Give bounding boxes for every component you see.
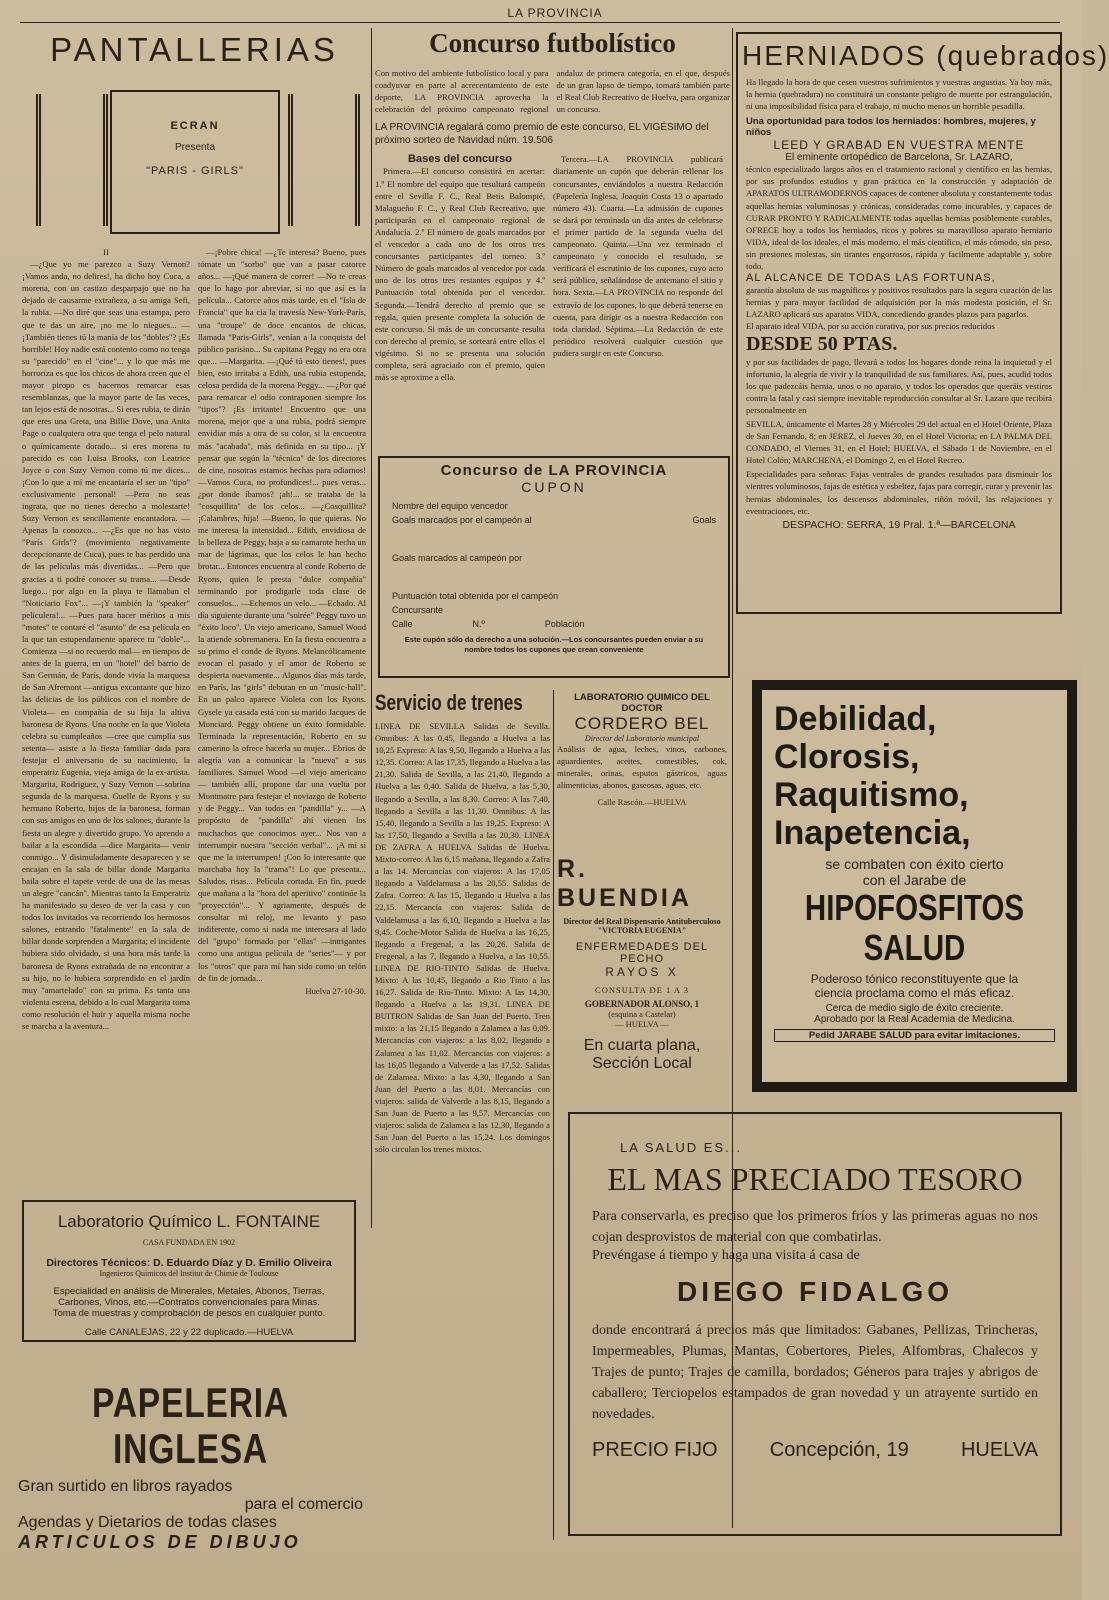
trenes-title: Servicio de trenes [375,690,523,715]
cupon-field-5[interactable]: Concursante [392,605,444,615]
fontaine-directors: Directores Técnicos: D. Eduardo Díaz y D. Emilio Oliveira [46,1257,332,1269]
hipo-l13: Pedid JARABE SALUD para evitar imitaciones. [774,1029,1055,1042]
fontaine-spec2: Carbones, Vinos, etc.—Contratos convencionales para Minas. [58,1297,320,1308]
hipo-l2: Clorosis, [774,738,920,776]
buendia-l2: ENFERMEDADES DEL PECHO [575,941,709,965]
cupon-box [378,456,730,678]
herniados-ad [736,32,1109,614]
cupon-dots-1 [392,527,716,551]
fontaine-founded: CASA FUNDADA EN 1902 [142,1238,236,1247]
cordero-body: Análisis de agua, leches, vinos, carbones, aguardientes, aceites, comestibles, cok, minerales, orinas, esputos gástricos, aguas alimenticias, abonos, gaseosas, aguas, etc. [557,744,727,791]
papeleria-line3: Agendas y Dietarios de todas clases [18,1514,277,1531]
papeleria-title: PAPELERIA INGLESA [91,1379,289,1472]
body-a: —¿Que yo me parezco a Suzy Vernon? ¡Vamos anda, no delires!, ha dicho hoy Cuca, a morena, con un castizo desparpajo que no ha dejado de causarme extrañeza, a su amiga Sefi, la rubia. —No diré que seas una estampa, pero que te das un aire, ¡no me lo niegues... —¡También tienes tú la manía de los "dobles"? ¡Es horrible! Hoy nadie está contento como no tenga su "parecido" en el "cine"... y lo que más me horroriza es que los chicos de ahora creen que el mayor piropo es hacernos remarcar esas resemblanzas, que la mayor parte de las veces, tan lejos está de nosotras... Si eres rubia, te dirán que eres una Greta, una Billie Dove, una Anita Page o cualquiera otra que tenga el pelo natural o químicamente dorado... si eres morena tu parecido es con Luisa Brooks, con Leatrice Joyce o con Suzy Vernon como tú me dices... ¡Con lo que a mí me encantaría el ser un "tipo" exclusivamente personal! —Pero no seas ingrata, que no tienes derecho a molestarte! Suzy Vernon es sencillamente encantadora. —Apenas la conozco... —¿Es que no has visto "París Girls"? (movimiento negativamente decepcionante de Cuca), pues te has perdido una de las películas más divertidas... —Pero que gracias a ti podré conocer su trama... —Desde luego... por algo en la playa te llamaban el "Noticiario Fox"... —¡Y también la "speaker" peliculera!... —Pues para hacer méritos a mis "motes" te contaré el "asunto" de esa película en la que tan estupendamente aparece tu "doble"... Comienza —si no recuerdo mal— en tiempos de antes de la guerra, en un "hotel" del barrio de San Germán, de París, donde vivía la marquesa de San Afremont —antigua excantante que hizo las delicias de los públicos con el nombre de Violeta— en compañía de su hija la altiva baronesa de Ryons. Una noche en la que Violeta celebra su cumpleaños —cree que cumplía sus setenta— asiste a la fiesta familiar dada para festejar el aniversario de su nacimiento, la emperatriz Eugenia, vieja amiga de la ex-artista. Margarita, Rodriguez, y Suzy Vernon —sobrina segunda de la marquesa. Guelle de Ryons y su hermano Roberto, hijos de la baronesa, forman con sus amigos en uno de los salones, durante la fiesta un alegre y divertido grupo. Yo aprendo a bailar a la escondida —dice Margarita— venir conmigo... Y disimuladamente desaparecen y se encajan en la sala de billar donde Margarita baila sobre el tapete verde de una de las mesas un alegre "cancán". Mientras tanto la Emperatriz ha manifestado su deseo de ver la casa y con todos los invitados va recorriendo los hermosos salones, entrando "fatalmente" en la sala de billar donde sorprenden a Margarita; el incidente hubiera sido olvidado, si una hora más tarde la baronesa de Ryons extrañada de no encontrar a su hijo, no le hubiera sorprendido en el jardín muy "amartelado" con su prima. Es tanta una violenta escena, debido a lo cual Margarita toma como resolución el huir y aquella misma noche se marcha a la aventura... [22,259,190,1031]
hipo-l7: HIPOFOSFITOS [804,887,1025,928]
fidalgo-l8: Concepción, 19 [769,1439,909,1461]
cupon-field-3[interactable]: Goals marcados al campeón por [392,553,523,563]
cupon-dots-2 [392,565,716,589]
papeleria-line4: ARTICULOS DE DIBUJO [18,1532,302,1552]
herniados-body2: garantía absoluta de sus magníficos y positivos resultados para la segura curación de las hernias y para mayor facilidad de adquisición por la más modesta posición, el Sr. LAZARO aplicará sus aparatos VIDA, concediendo grandes plazos para pagarlos. [746,285,1052,320]
cordero-top: LABORATORIO QUIMICO DEL DOCTOR [574,692,710,714]
bases-b: Tercera.—LA PROVINCIA publicará diariamente un cupón que deberán rellenar los concursantes, enviándolos a nuestra Redacción (Papelería Inglesa, Joaquín Costa 13 o apartado número 43). Cuarta.—La admisión de cupones se dará por terminada un día antes de celebrarse el primer partido de la segunda vuelta del campeonato. Quinta.—Una vez terminado el campeonato y conocido el resultado, se verificará el escrutinio de los cupones, cuyo acto será público, señalándose de antemano el sitio y hora. Sexta.—LA PROVINCIA no responde del extravío de los cupones, lo que deberá tenerse en cuenta, para dirigir os a nuestra Redacción con toda claridad. Séptima.—La Redacción de este periódico resolverá cualquier cuestión que pudiera surgir en este Concurso. [553,154,723,358]
buendia-l3: RAYOS X [605,965,679,979]
hipo-l10: ciencia proclama como el más eficaz. [814,986,1015,1000]
herniados-oportunidad: Una oportunidad para todos los herniados: hombres, mujeres, y niños [746,116,1036,139]
fidalgo-l7: PRECIO FIJO [592,1439,718,1461]
herniados-body5: Especialidades para señoras: Fajas ventrales de grandes resultados para disminuir los vientres voluminosos, fajas de estética y esbeltez, fajas para corregir, curar y prevenir las hernias abdominales, los descensos abdominales, riñón móvil, las relajaciones y eventraciones, etc. [746,469,1052,516]
fidalgo-l4: Prevéngase á tiempo y haga una visita á casa de [592,1248,860,1263]
buendia-l5: GOBERNADOR ALONSO, 1 [584,999,700,1009]
herniados-eminente: El eminente ortopédico de Barcelona, Sr. LAZARO, [785,152,1013,164]
ecran-frame [110,90,280,234]
buendia-ad [557,855,727,1095]
cupon-title: Concurso de LA PROVINCIA [440,462,668,479]
hipofosfitos-ad [752,680,1077,1092]
cordero-address: Calle Rascón.—HUELVA [597,797,687,808]
herniados-body4: SEVILLA, únicamente el Martes 28 y Miércoles 29 del actual en el Hotel Oriente, Plaza de San Fernando, 8; en JEREZ, el Jueves 30, en el Hotel Victoria; en LA PALMA DEL CONDADO, el Viernes 31, en el Hotel; HUELVA, el Sábado 1 de Noviembre, en el Hotel Colón; MARCHENA, el Domingo 2, en el Hotel Recreo. [746,418,1052,466]
herniados-precio: DESDE 50 PTAS. [746,332,898,355]
fidalgo-ad [568,1112,1062,1536]
concurso-prize: LA PROVINCIA regalará como premio de este concurso, EL VIGÉSIMO del próximo sorteo de Navidad núm. 19.506 [375,122,709,147]
cupon-sub: CUPON [521,479,587,495]
top-rule [20,22,1060,23]
herniados-alcance: AL ALCANCE DE TODAS LAS FORTUNAS, [746,272,996,285]
cupon-field-2[interactable]: Goals marcados por el campeón al [392,515,532,525]
papeleria-line2: para el comercio [244,1496,363,1513]
divider-1 [371,28,372,1228]
hipo-l11: Cerca de medio siglo de éxito creciente. [825,1003,1004,1014]
buendia-l7: — HUELVA — [615,1019,669,1029]
bases-a: Primera.—El concurso consistirá en acertar: 1.º El nombre del equipo que resultará campeón entre el Sevilla F. C., Real Betis Balompié, Malagueño F. C., y Real Club Recreativo, que participarán en el campeonato regional de Andalucía. 2.º El número de goals marcados por el vencedor a cada uno de los otros tres concursantes participantes del torneo. 3.º Número de goals marcados al vencedor por cada uno de los otros tres restantes equipos y 4.º Puntuación total obtenida por el vencedor. Segunda.—Tendrá derecho al premio que se regala, quien presente completa la solución de este concurso. Si más de un concursante resulta con derecho al premio, se sorteará entre ellos el vigésimo. Si no se presenta una solución completa, será agraciado con el premio, quien más se aproxime a ella. [375,166,545,383]
cupon-field-2b: Goals [692,515,716,525]
section-number: II [103,247,109,257]
fontaine-spec1: Especialidad en análisis de Minerales, Metales, Abonos, Tierras, [53,1286,325,1297]
fontaine-engineers: Ingenieros Químicos del Institut de Chimie de Toulouse [99,1269,279,1278]
ornament-left [36,94,108,226]
film-title: "PARIS - GIRLS" [146,165,244,177]
trenes-section [375,690,550,1540]
concurso-intro: Con motivo del ambiente futbolístico local y para coadyuvar en parte al acrecentamiento de este deporte, LA PROVINCIA aprovecha la celebración del próximo campeonato regional andaluz de primera categoría, en el que, después de un gran lapso de tiempo, tomará también parte el Real Club Recreativo de Huelva, para organizar un concurso. [375,68,730,115]
pantallerias-text-b [198,246,366,1033]
buendia-l9: Sección Local [592,1055,692,1072]
bases-col-a [375,153,545,384]
trenes-text: LINEA DE SEVILLA Salidas de Sevilla. Omnibus: A las 0,45, llegando a Huelva a las 10,25 Expreso: A las 9,50, llegando a Huelva a las 12,35. Correo: A las 17,35, llegando a Huelva a las 21,30. Salida de Sevilla, a las 21,40, llegando a Huelva a las 0,40. Salida de Huelva, a las 5,30, llegando a Sevilla, a las 8,30. Correo: A las 7,40, llegando a Sevilla a las 11,30. Omnibus: A las 15,40, llegando a Sevilla a las 19,25. Expreso: A las 17,50, llegando a Sevilla a las 20,30. LINEA DE ZAFRA A HUELVA Salidas de Huelva. Mixto-correo: A las 6,15 mañana, llegando a Zafra a las 14. Mercancías con viajeros: A las 17,05 llegando a Valdelamusa a las 20,55. Salidas de Zafra. Correo: A las 15, llegando a Huelva a las 22,15. Mercancía con viajeros: Salida de Valdelamusa a las 6,10, llegando a Huelva a las 9,45. Coche-Motor Salida de Huelva a las 16,25, llegando a Fregenal, a las 20,26. Salida de Fregenal, a las 7, llegando a Huelva, a las 10,55. LINEA DE RIO-TINTO Salidas de Huelva. Mixto: A las 10,45, llegando a Rio Tinto a las 16,27. Salida de Rio-Tinto. Mixto: A las 14,30, llegando a Huelva a las 19,31. LINEA DE BUITRON Salidas de San Juan del Puerto. Tren mixto: a las 21,15 llegando a Zalamea a las 0,09. Mercancías con viajeros: a las 8,02, llegando a Zalamea a las 11,02. Mercancías con viajeros: a las 16,05 llegando a Valverde a las 17,52. Salidas de Zalamea. Mixto: a las 4,30, llegando a San Juan del Puerto a las 8,01. Mercancías con viajeros: salida de Valverde a las 8,15, llegando a San Juan de Puerto a las 9,57. Mercancías con viajeros: salida de Zalamea a las 12,30, llegando a San Juan del Puerto a las 15,24. Los domingos sólo circulan los trenes mixtos. [375,721,550,1155]
fidalgo-l9: HUELVA [960,1439,1038,1461]
cupon-field-6b[interactable]: N.º [472,619,485,629]
signature: Huelva 27-10-30. [305,985,366,996]
papeleria-line1: Gran surtido en libros rayados [18,1478,233,1495]
ecran-label: ECRAN [170,120,220,132]
herniados-body3: y por sus facilidades de pago, llevará a todos los hogares donde reina la inquietud y el infortunio, la alegría de vivir y la tranquilidad de sus familiares. Así, pues, acudid todos los que padezcáis hernia, unos o no aparato, y todos los operados que queráis vestiros contra la fatal y casi siempre inevitable reproducción consultar al Sr. Lazaro que recibirá personalmente en [746,356,1052,415]
hipo-l6: con el Jarabe de [862,872,967,888]
buendia-name: R. BUENDIA [557,855,692,912]
herniados-title: HERNIADOS (quebrados) [742,40,1109,71]
hipo-l9: Poderoso tónico reconstituyente que la [810,972,1019,986]
pantallerias-text-a [22,246,190,1033]
herniados-despacho: DESPACHO: SERRA, 19 Pral. 1.ª—BARCELONA [782,518,1016,531]
buendia-l6: (esquina a Castelar) [608,1009,676,1019]
hipo-l12: Aprobado por la Real Academia de Medicina. [814,1014,1015,1025]
papeleria-ad [18,1379,363,1552]
cupon-field-6c[interactable]: Población [544,619,585,629]
fontaine-spec3: Toma de muestras y comprobación de pesos en cualquier punto. [52,1308,326,1319]
fidalgo-l5: DIEGO FIDALGO [677,1276,953,1307]
cordero-sub: Director del Laboratorio municipal [584,734,700,743]
fidalgo-l2: EL MAS PRECIADO TESORO [607,1161,1023,1197]
ecran-box [22,76,367,246]
cordero-name: CORDERO BEL [574,714,710,733]
fontaine-address: Calle CANALEJAS, 22 y 22 duplicado.—HUELVA [84,1327,294,1338]
hipo-l5: se combaten con éxito cierto [825,856,1004,872]
divider-2 [553,690,554,1540]
hipo-l8: SALUD [863,927,966,968]
concurso-title: Concurso futbolístico [429,28,676,58]
hipo-l4: Inapetencia, [774,814,971,852]
bases-title: Bases del concurso [408,153,512,166]
fontaine-ad [22,1200,356,1342]
presenta-label: Presenta [174,142,216,153]
masthead: LA PROVINCIA [507,6,603,20]
pantallerias-title: PANTALLERIAS [50,31,339,68]
cupon-field-6[interactable]: Calle [392,619,413,629]
fontaine-title: Laboratorio Químico L. FONTAINE [57,1212,321,1231]
ornament-right [288,94,360,226]
fidalgo-l6: donde encontrará á precios más que limitados: Gabanes, Pellizas, Trincheras, Impermeables, Plumas, Mantas, Cobertores, Pieles, Alfombras, Chalecos y Trajes de punto; Trajes de camilla, bordados; Géneros para trajes y abrigos de caballero; Terciopelos estampados de gran novedad y un atrayente surtido en novedades. [592,1323,1038,1422]
hipo-l3: Raquitismo, [774,776,969,814]
herniados-body1: técnico especializado largos años en el tratamiento racional y científico en las hernias, por sus profundos estudios y gran práctica en la construcción y adaptación de APARATOS ULTRAMODERNOS capaces de contener absoluta y constantemente todas aquellas hernias voluminosas y crónicas, consideradas como incurables, y capaces de CURAR PRONTO Y RADICALMENTE todas aquellas hernias posiblemente curables, OFRECE hoy a todos los herniados, ricos y pobres su maravilloso aparato herniario VIDA, ideal de los ideales, el más moderno, el más científico, el más cómodo, sin peso, sin presiones molestas, sin tirantes engorrosos, rápida y facilmente adaptable y, sobre todo, [746,164,1052,272]
buendia-l4: CONSULTA DE 1 A 3 [595,985,689,995]
cupon-note: Este cupón sólo da derecho a una solución.—Los concursantes pueden enviar a su nombre todos los cupones que crean conveniente [404,635,704,654]
herniados-aparato: El aparato ideal VIDA, por su acción curativa, por sus precios reducidos [746,321,995,332]
concurso-section [375,28,730,528]
fidalgo-l1: LA SALUD ES... [620,1140,742,1155]
hipo-l1: Debilidad, [774,700,937,738]
buendia-l1: Director del Real Dispensario Antituberculoso "VICTORIA EUGENIA" [563,917,721,935]
herniados-leed: LEED Y GRABAD EN VUESTRA MENTE [773,138,1025,153]
body-b: —¡Pobre chica! —¿Te interesa? Bueno, pues tómate un "sorbo" que van a pasar catorce años... —¡Qué manera de correr! —No te creas que lo hago por abreviar, sí no que así es la película... Catorce años más tarde, en el "Isla de Francia" que ha cia la travesía New-York-París, una "troupe" de doce encantos de chicas, llamada "Paris-Girls", venían a la conquista del público parisino... Su capitana Peggy no era otra que... —Margarita. —¡Qué tú esto tienes!, pues bien, esto irritaba a Edith, una rubia estupenda, celosa perdida de la morena Peggy... —¿Por qué para remarcar el odio contraponen siempre los "tipos"? ¡Es irritante! Encuentro que una morena, mejor que a una rubia, podrá siempre envidiar más a otra de su color, si la encuentra más "acabada", más definida en su tipo... ¡Y pensar que según la "técnica" de los directores de cine, nosotras estamos hechas para odiarnos! —Vamos Cuca, no profundices!... pues veras... ¿por donde íbamos? ¡ah!... se trataba de la "cosquillita" de los celos... —¿Cosquillita? ¡Calambres, hija! —Bueno, lo que quieras. No me interesa la intensidad... Edith, envidiosa de la belleza de Peggy, baja a su camarote hecha un mar de lágrimas, que los celos le han hecho brotar... Entonces encuentra al conde Roberto de Ryons, quien le presta "dulce compañía" terminando por prodigarle toda clase de consuelos... —Echemos un velo... —Echado. Al día siguiente durante una "soirée" Peggy tuvo un "éxito loco". Un viejo americano, Samuel Wood la atiende sobremanera. En la fiesta encuentra a su primo el conde de Ryons. Melancólicamente evocan el pasado y el amor de Roberto se despierta nuevamente... Algunos días más tarde, en París, las "girls" debutan en un "music-hall". En un palco aparece Violeta con los Ryons. Gysele ya casada está con su marido Jacques de Monciard. Peggy obtiene un éxito formidable. Terminada la representación, Roberto en su camerino la ofrece hacerla su mujer... Ebrios de alegría van a comunicar la "nueva" a sus familiares. Samuel Wood —el viejo americano— también allí, propone dar una vuelta por Montmatre para festejar el noviazgo de Roberto y de Peggy... Van todos en "pandilla" y... —A propósito de "pandilla" ahí vienen los muchachos que conocimos ayer... Nos van a interrumpir nuestra "sección verbal"... ¡A mí si que me la interrumpen! ¡Con lo interesante que marchaba hoy la "trama"! Lo que presenta... Saludos, risas... Película cortada. En fin, puede que mañana a la "hora del aperitivo" continúe la "proyección"... Y agriamente, después de consultar mi reloj, me levanto y paso indiferente, como si nada me interesara al lado del "grupo" formado por "ellas" —intrigantes como una antigua película de "series"— y por los "otros" que para mí han sido como un telón de fin de jornada... [198,247,366,983]
cordero-ad [557,692,727,842]
bases-col-b [553,153,723,384]
buendia-l8: En cuarta plana, [583,1037,701,1054]
herniados-intro: Ha llegado la hora de que cesen vuestros sufrimientos y vuestras angustias. Ya hoy más, la hernia (quebradura) no constituirá un constante peligro de muerte por estrangulación, ni una imposibilidad física para el trabajo, ni mucho menos un horrible pesadilla. [746,77,1052,112]
pantallerias-column [22,30,367,1180]
fidalgo-l3: Para conservarla, es preciso que los primeros fríos y las primeras aguas no nos cojan desprovistos de material con que combatirlas. [592,1209,1038,1245]
cupon-field-1[interactable]: Nombre del equipo vencedor [392,501,508,511]
cupon-field-4[interactable]: Puntuación total obtenida por el campeón [392,591,559,601]
